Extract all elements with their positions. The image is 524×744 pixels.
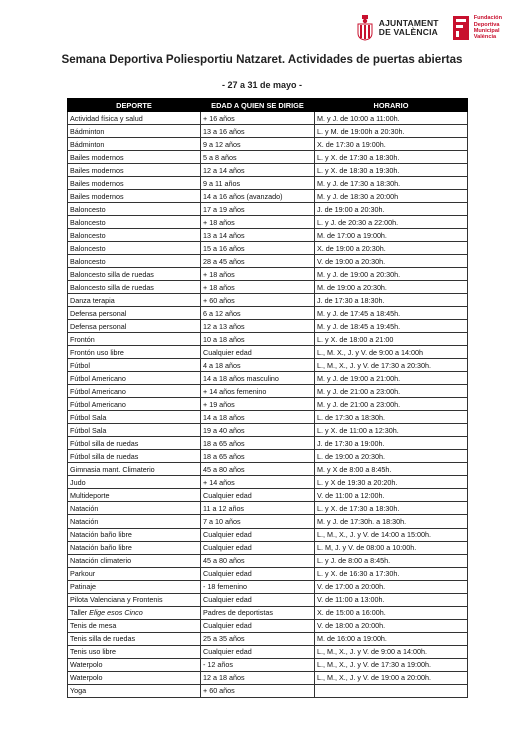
cell-horario: L. y X. de 11:00 a 12:30h. [315, 424, 468, 437]
page-title: Semana Deportiva Poliesportiu Natzaret. Actividades de puertas abiertas [61, 53, 463, 66]
cell-horario: J. de 19:00 a 20:30h. [315, 203, 468, 216]
cell-deporte: Natación baño libre [68, 541, 201, 554]
cell-horario: L. y X. de 18:00 a 21:00 [315, 333, 468, 346]
cell-deporte: Gimnasia mant. Climaterio [68, 463, 201, 476]
cell-horario: L., M., X., J. y V. de 9:00 a 14:00h. [315, 645, 468, 658]
table-row [68, 424, 468, 437]
cell-deporte: Multideporte [68, 489, 201, 502]
cell-edad: - 18 femenino [201, 580, 315, 593]
schedule-table [67, 98, 468, 698]
cell-deporte: Waterpolo [68, 658, 201, 671]
cell-horario: L., M., X., J. y V. de 17:30 a 19:00h. [315, 658, 468, 671]
cell-edad: + 60 años [201, 684, 315, 697]
cell-deporte: Bailes modernos [68, 151, 201, 164]
cell-edad: Cualquier edad [201, 346, 315, 359]
table-row [68, 684, 468, 697]
cell-deporte: Bádminton [68, 138, 201, 151]
table-row [68, 528, 468, 541]
cell-deporte: Fútbol Sala [68, 424, 201, 437]
cell-horario: M. y X de 8:00 a 8:45h. [315, 463, 468, 476]
cell-horario: M. y J. de 17:30 a 18:30h. [315, 177, 468, 190]
cell-deporte: Parkour [68, 567, 201, 580]
fundacio-logo [453, 15, 502, 41]
cell-horario: L. y J. de 8:00 a 8:45h. [315, 554, 468, 567]
cell-deporte: Fútbol Americano [68, 385, 201, 398]
cell-edad: 17 a 19 años [201, 203, 315, 216]
table-row [68, 255, 468, 268]
cell-horario: L. y X. de 16:30 a 17:30h. [315, 567, 468, 580]
cell-horario: V. de 19:00 a 20:30h. [315, 255, 468, 268]
table-row [68, 203, 468, 216]
table-row [68, 164, 468, 177]
cell-deporte: Fútbol [68, 359, 201, 372]
fundacio-line-4: València [473, 34, 497, 41]
cell-horario: L. y X. de 17:30 a 18:30h. [315, 502, 468, 515]
cell-edad: + 14 años femenino [201, 385, 315, 398]
table-row [68, 463, 468, 476]
cell-deporte: Danza terapia [68, 294, 201, 307]
cell-deporte: Natación [68, 515, 201, 528]
cell-edad: 13 a 14 años [201, 229, 315, 242]
valencia-coat-of-arms-icon [356, 15, 374, 41]
cell-edad: + 14 años [201, 476, 315, 489]
cell-edad: 4 a 18 años [201, 359, 315, 372]
table-row [68, 541, 468, 554]
cell-edad: Cualquier edad [201, 489, 315, 502]
cell-horario: M. y J. de 19:00 a 20:30h. [315, 268, 468, 281]
table-row [68, 125, 468, 138]
fundacio-line-2: Deportiva [473, 21, 500, 28]
cell-horario: L. y J. de 20:30 a 22:00h. [315, 216, 468, 229]
table-row [68, 411, 468, 424]
cell-horario: J. de 17:30 a 18:30h. [315, 294, 468, 307]
cell-deporte: Judo [68, 476, 201, 489]
cell-horario: M. y J. de 21:00 a 23:00h. [315, 398, 468, 411]
cell-edad: 5 a 8 años [201, 151, 315, 164]
cell-horario: L., M., X., J. y V. de 14:00 a 15:00h. [315, 528, 468, 541]
cell-horario: V. de 11:00 a 13:00h. [315, 593, 468, 606]
cell-edad: 25 a 35 años [201, 632, 315, 645]
date-range-subtitle: - 27 a 31 de mayo - [221, 80, 303, 90]
table-row [68, 190, 468, 203]
cell-edad: Cualquier edad [201, 528, 315, 541]
cell-horario: M. de 16:00 a 19:00h. [315, 632, 468, 645]
cell-horario: M. y J. de 17:30h. a 18:30h. [315, 515, 468, 528]
cell-edad: 12 a 18 años [201, 671, 315, 684]
table-row [68, 580, 468, 593]
cell-horario: L., M., X., J. y V. de 17:30 a 20:30h. [315, 359, 468, 372]
cell-edad: 9 a 11 años [201, 177, 315, 190]
cell-edad: 12 a 14 años [201, 164, 315, 177]
table-row [68, 177, 468, 190]
cell-deporte: Actividad física y salud [68, 112, 201, 125]
table-row [68, 151, 468, 164]
cell-deporte: Bailes modernos [68, 177, 201, 190]
cell-deporte: Tenis de mesa [68, 619, 201, 632]
cell-edad: 19 a 40 años [201, 424, 315, 437]
cell-edad: 9 a 12 años [201, 138, 315, 151]
cell-deporte: Baloncesto [68, 229, 201, 242]
ajuntament-line-1: AJUNTAMENT [378, 18, 439, 28]
cell-deporte: Waterpolo [68, 671, 201, 684]
fundacio-emblem-icon [453, 16, 469, 40]
cell-horario: M. y J. de 17:45 a 18:45h. [315, 307, 468, 320]
cell-deporte: Tenis uso libre [68, 645, 201, 658]
table-row [68, 242, 468, 255]
cell-deporte: Taller Elige esos Cinco [68, 606, 201, 619]
cell-deporte: Pilota Valenciana y Frontenis [68, 593, 201, 606]
cell-edad: - 12 años [201, 658, 315, 671]
cell-horario: V. de 11:00 a 12:00h. [315, 489, 468, 502]
cell-deporte: Frontón [68, 333, 201, 346]
table-row [68, 320, 468, 333]
table-row [68, 268, 468, 281]
ajuntament-line-2: DE VALÈNCIA [378, 27, 438, 37]
cell-horario: V. de 17:00 a 20:00h. [315, 580, 468, 593]
cell-edad: + 18 años [201, 268, 315, 281]
cell-horario: M. y J. de 19:00 a 21:00h. [315, 372, 468, 385]
cell-deporte: Baloncesto [68, 216, 201, 229]
header-logos [356, 12, 502, 44]
cell-deporte: Baloncesto silla de ruedas [68, 281, 201, 294]
table-row [68, 567, 468, 580]
table-row [68, 346, 468, 359]
cell-edad: Cualquier edad [201, 593, 315, 606]
cell-edad: Cualquier edad [201, 541, 315, 554]
fundacio-line-3: Municipal [473, 28, 500, 34]
table-row [68, 216, 468, 229]
table-row [68, 294, 468, 307]
cell-deporte: Tenis silla de ruedas [68, 632, 201, 645]
table-row [68, 619, 468, 632]
cell-horario: L. y M. de 19:00h a 20:30h. [315, 125, 468, 138]
cell-edad: 15 a 16 años [201, 242, 315, 255]
cell-edad: + 16 años [201, 112, 315, 125]
cell-deporte: Fútbol Sala [68, 411, 201, 424]
table-row [68, 333, 468, 346]
cell-deporte: Defensa personal [68, 320, 201, 333]
cell-horario: M. de 17:00 a 19:00h. [315, 229, 468, 242]
table-row [68, 671, 468, 684]
cell-edad: 10 a 18 años [201, 333, 315, 346]
cell-deporte: Fútbol Americano [68, 398, 201, 411]
cell-edad: Cualquier edad [201, 567, 315, 580]
table-row [68, 437, 468, 450]
table-row [68, 515, 468, 528]
header-edad: EDAD A QUIEN SE DIRIGE [201, 99, 315, 112]
cell-deporte: Bailes modernos [68, 164, 201, 177]
cell-horario: L. M, J. y V. de 08:00 a 10:00h. [315, 541, 468, 554]
header-deporte: DEPORTE [68, 99, 201, 112]
cell-edad: 7 a 10 años [201, 515, 315, 528]
cell-deporte: Patinaje [68, 580, 201, 593]
table-row [68, 450, 468, 463]
cell-edad: + 18 años [201, 281, 315, 294]
cell-horario: L. y X. de 17:30 a 18:30h. [315, 151, 468, 164]
cell-deporte: Baloncesto [68, 203, 201, 216]
table-row [68, 632, 468, 645]
cell-horario: J. de 17:30 a 19:00h. [315, 437, 468, 450]
table-row [68, 398, 468, 411]
cell-deporte: Bádminton [68, 125, 201, 138]
cell-edad: 14 a 18 años [201, 411, 315, 424]
table-row [68, 385, 468, 398]
cell-horario [315, 684, 468, 697]
table-row [68, 112, 468, 125]
cell-horario: X. de 17:30 a 19:00h. [315, 138, 468, 151]
cell-horario: L. de 17:30 a 18:30h. [315, 411, 468, 424]
cell-edad: 6 a 12 años [201, 307, 315, 320]
table-row [68, 645, 468, 658]
cell-edad: Cualquier edad [201, 645, 315, 658]
cell-edad: 45 a 80 años [201, 554, 315, 567]
table-row [68, 372, 468, 385]
cell-deporte: Natación baño libre [68, 528, 201, 541]
cell-horario: X. de 19:00 a 20:30h. [315, 242, 468, 255]
cell-deporte: Bailes modernos [68, 190, 201, 203]
cell-edad: 45 a 80 años [201, 463, 315, 476]
cell-horario: V. de 18:00 a 20:00h. [315, 619, 468, 632]
fundacio-line-1: Fundación [473, 15, 502, 22]
cell-horario: L. de 19:00 a 20:30h. [315, 450, 468, 463]
cell-horario: M. y J. de 10:00 a 11:00h. [315, 112, 468, 125]
cell-horario: L., M., X., J. y V. de 19:00 a 20:00h. [315, 671, 468, 684]
cell-horario: X. de 15:00 a 16:00h. [315, 606, 468, 619]
cell-horario: M. y J. de 21:00 a 23:00h. [315, 385, 468, 398]
cell-horario: L. y X de 19:30 a 20:20h. [315, 476, 468, 489]
table-row [68, 658, 468, 671]
cell-edad: 28 a 45 años [201, 255, 315, 268]
cell-edad: + 60 años [201, 294, 315, 307]
table-row [68, 307, 468, 320]
cell-edad: + 18 años [201, 216, 315, 229]
cell-edad: 18 a 65 años [201, 437, 315, 450]
cell-edad: 12 a 13 años [201, 320, 315, 333]
cell-edad: 13 a 16 años [201, 125, 315, 138]
table-row [68, 593, 468, 606]
cell-deporte: Baloncesto [68, 242, 201, 255]
table-row [68, 359, 468, 372]
cell-deporte: Natación climaterio [68, 554, 201, 567]
cell-edad: 14 a 18 años masculino [201, 372, 315, 385]
cell-edad: Cualquier edad [201, 619, 315, 632]
table-row [68, 476, 468, 489]
cell-deporte: Fútbol silla de ruedas [68, 450, 201, 463]
cell-deporte: Fútbol Americano [68, 372, 201, 385]
cell-horario: M. y J. de 18:45 a 19:45h. [315, 320, 468, 333]
header-horario: HORARIO [315, 99, 468, 112]
cell-edad: + 19 años [201, 398, 315, 411]
table-row [68, 281, 468, 294]
cell-edad: 18 a 65 años [201, 450, 315, 463]
cell-horario: L. y X. de 18:30 a 19:30h. [315, 164, 468, 177]
cell-deporte: Fútbol silla de ruedas [68, 437, 201, 450]
table-row [68, 489, 468, 502]
table-row [68, 606, 468, 619]
table-row [68, 554, 468, 567]
cell-edad: 11 a 12 años [201, 502, 315, 515]
table-header-row [68, 99, 468, 112]
cell-deporte: Baloncesto silla de ruedas [68, 268, 201, 281]
table-body [68, 112, 468, 698]
cell-edad: 14 a 16 años (avanzado) [201, 190, 315, 203]
ajuntament-logo [356, 15, 439, 41]
cell-horario: M. y J. de 18:30 a 20:00h [315, 190, 468, 203]
cell-deporte: Baloncesto [68, 255, 201, 268]
cell-edad: Padres de deportistas [201, 606, 315, 619]
cell-horario: L., M. X., J. y V. de 9:00 a 14:00h [315, 346, 468, 359]
table-row [68, 502, 468, 515]
italic-title: Elige esos Cinco [89, 608, 143, 618]
cell-horario: M. de 19:00 a 20:30h. [315, 281, 468, 294]
cell-deporte: Frontón uso libre [68, 346, 201, 359]
table-row [68, 138, 468, 151]
cell-deporte: Natación [68, 502, 201, 515]
cell-deporte: Yoga [68, 684, 201, 697]
cell-deporte: Defensa personal [68, 307, 201, 320]
table-row [68, 229, 468, 242]
